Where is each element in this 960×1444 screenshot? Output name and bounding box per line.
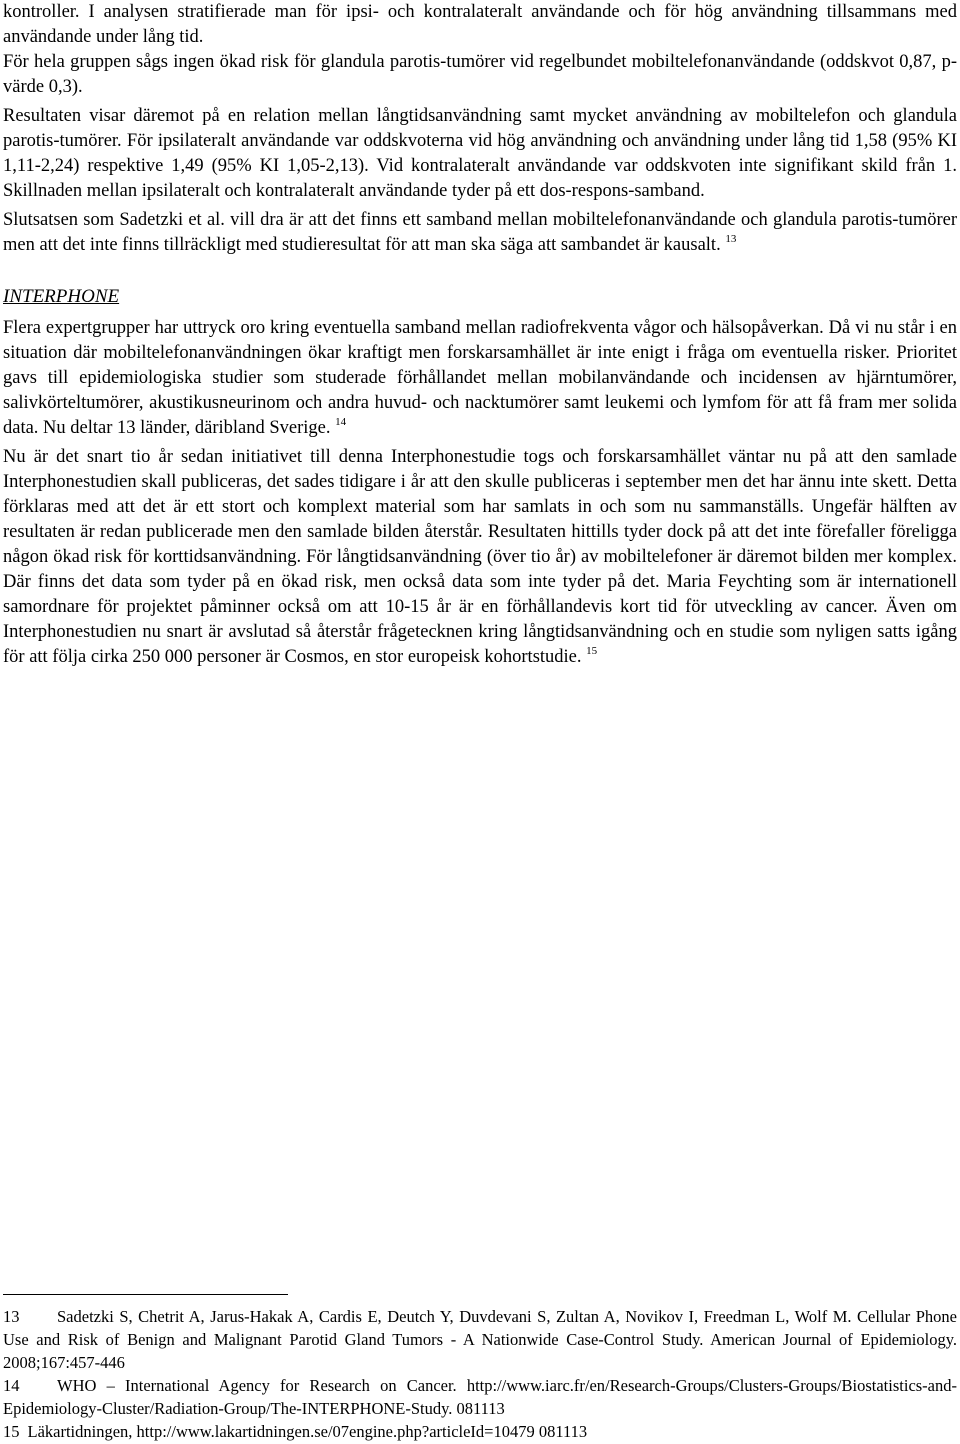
paragraph-1: kontroller. I analysen stratifierade man för ipsi- och kontralateralt användande och för hög användning tillsammans med användande under lång tid.	[3, 2, 957, 47]
paragraph-6	[3, 445, 957, 670]
footnote-13	[3, 1305, 957, 1374]
paragraph-5-text: Flera expertgrupper har uttryck oro kring eventuella samband mellan radiofrekventa vågor och hälsopåverkan. Då vi nu står i en situation där mobiltelefonanvändningen ökar kraftigt men forskarsamhället är inte enigt i fråga om eventuella risker. Prioritet gavs till epidemiologiska studier som studerade förhållandet mellan mobilanvändande och incidensen av hjärntumörer, salivkörteltumörer, akustikusneurinom och andra huvud- och nacktumörer samt leukemi och lymfom för att få fram mer solida data. Nu deltar 13 länder, däribland Sverige.	[3, 318, 957, 438]
paragraph-6-text: Nu är det snart tio år sedan initiativet till denna Interphonestudie togs och forskarsamhället väntar nu på att den samlade Interphonestudien skall publiceras, det sades tidigare i år att den skulle publiceras i september men det har ännu inte skett. Detta förklaras med att det är ett stort och komplext material som har samlats in och som nu sammanställs. Ungefär hälften av resultaten är redan publicerade men den samlade bilden återstår. Resultaten hittills tyder dock på att det inte förefaller föreligga någon ökad risk för korttidsanvändning. För långtidsanvändning (över tio år) av mobiltelefoner är däremot bilden mer komplex. Där finns det data som tyder på en ökad risk, men också data som inte tyder på det. Maria Feychting som är internationell samordnare för projektet påminner också om att 10-15 år är en förhållandevis kort tid för utveckling av cancer. Även om Interphonestudien nu snart är avslutad så återstår frågetecknen kring långtidsanvändning och en studie som nyligen satts igång för att följa cirka 250 000 personer är Cosmos, en stor europeisk kohortstudie.	[3, 447, 957, 667]
footnotes	[3, 1294, 957, 1443]
footnote-14	[3, 1374, 957, 1420]
footnote-number: 14	[3, 1376, 20, 1395]
footnote-text: Läkartidningen, http://www.lakartidningen.se/07engine.php?articleId=10479 081113	[27, 1422, 588, 1441]
paragraph-4-text: Slutsatsen som Sadetzki et al. vill dra är att det finns ett samband mellan mobiltelefonanvändande och glandula parotis-tumörer men att det inte finns tillräckligt med studieresultat för att man ska säga att sambandet är kausalt.	[3, 210, 957, 255]
footnote-number: 13	[3, 1307, 20, 1326]
paragraph-5	[3, 316, 957, 441]
section-heading-interphone: INTERPHONE	[3, 286, 120, 307]
paragraph-2: För hela gruppen sågs ingen ökad risk för glandula parotis-tumörer vid regelbundet mobiltelefonanvändande (oddskvot 0,87, p-värde 0,3).	[3, 52, 957, 97]
footnote-divider	[3, 1294, 288, 1295]
footnote-ref-13: 13	[725, 233, 737, 245]
footnote-text: WHO – International Agency for Research on Cancer. http://www.iarc.fr/en/Research-Groups/Clusters-Groups/Biostatistics-and-Epidemiology-Cluster/Radiation-Group/The-INTERPHONE-Study. 081113	[3, 1376, 957, 1418]
paragraph-3	[3, 104, 957, 204]
document-body	[3, 0, 957, 670]
footnote-number: 15	[3, 1422, 20, 1441]
footnote-text: Sadetzki S, Chetrit A, Jarus-Hakak A, Cardis E, Deutch Y, Duvdevani S, Zultan A, Novikov I, Freedman L, Wolf M. Cellular Phone Use and Risk of Benign and Malignant Parotid Gland Tumors - A Nationwide Case-Control Study. American Journal of Epidemiology. 2008;167:457-446	[3, 1307, 957, 1372]
paragraph-4	[3, 208, 957, 258]
paragraph-3-text: Resultaten visar däremot på en relation mellan långtidsanvändning samt mycket användning av mobiltelefon och glandula parotis-tumörer. För ipsilateralt användande var oddskvoterna vid hög användning och användning under lång tid 1,58 (95% KI 1,11-2,24) respektive 1,49 (95% KI 1,05-2,13). Vid kontralateralt användande var oddskvoten inte signifikant skild från 1. Skillnaden mellan ipsilateralt och kontralateralt användande tyder på ett dos-respons-samband.	[3, 106, 957, 201]
footnote-ref-14: 14	[335, 416, 347, 428]
footnote-ref-15: 15	[586, 645, 598, 657]
footnote-15	[3, 1420, 957, 1443]
